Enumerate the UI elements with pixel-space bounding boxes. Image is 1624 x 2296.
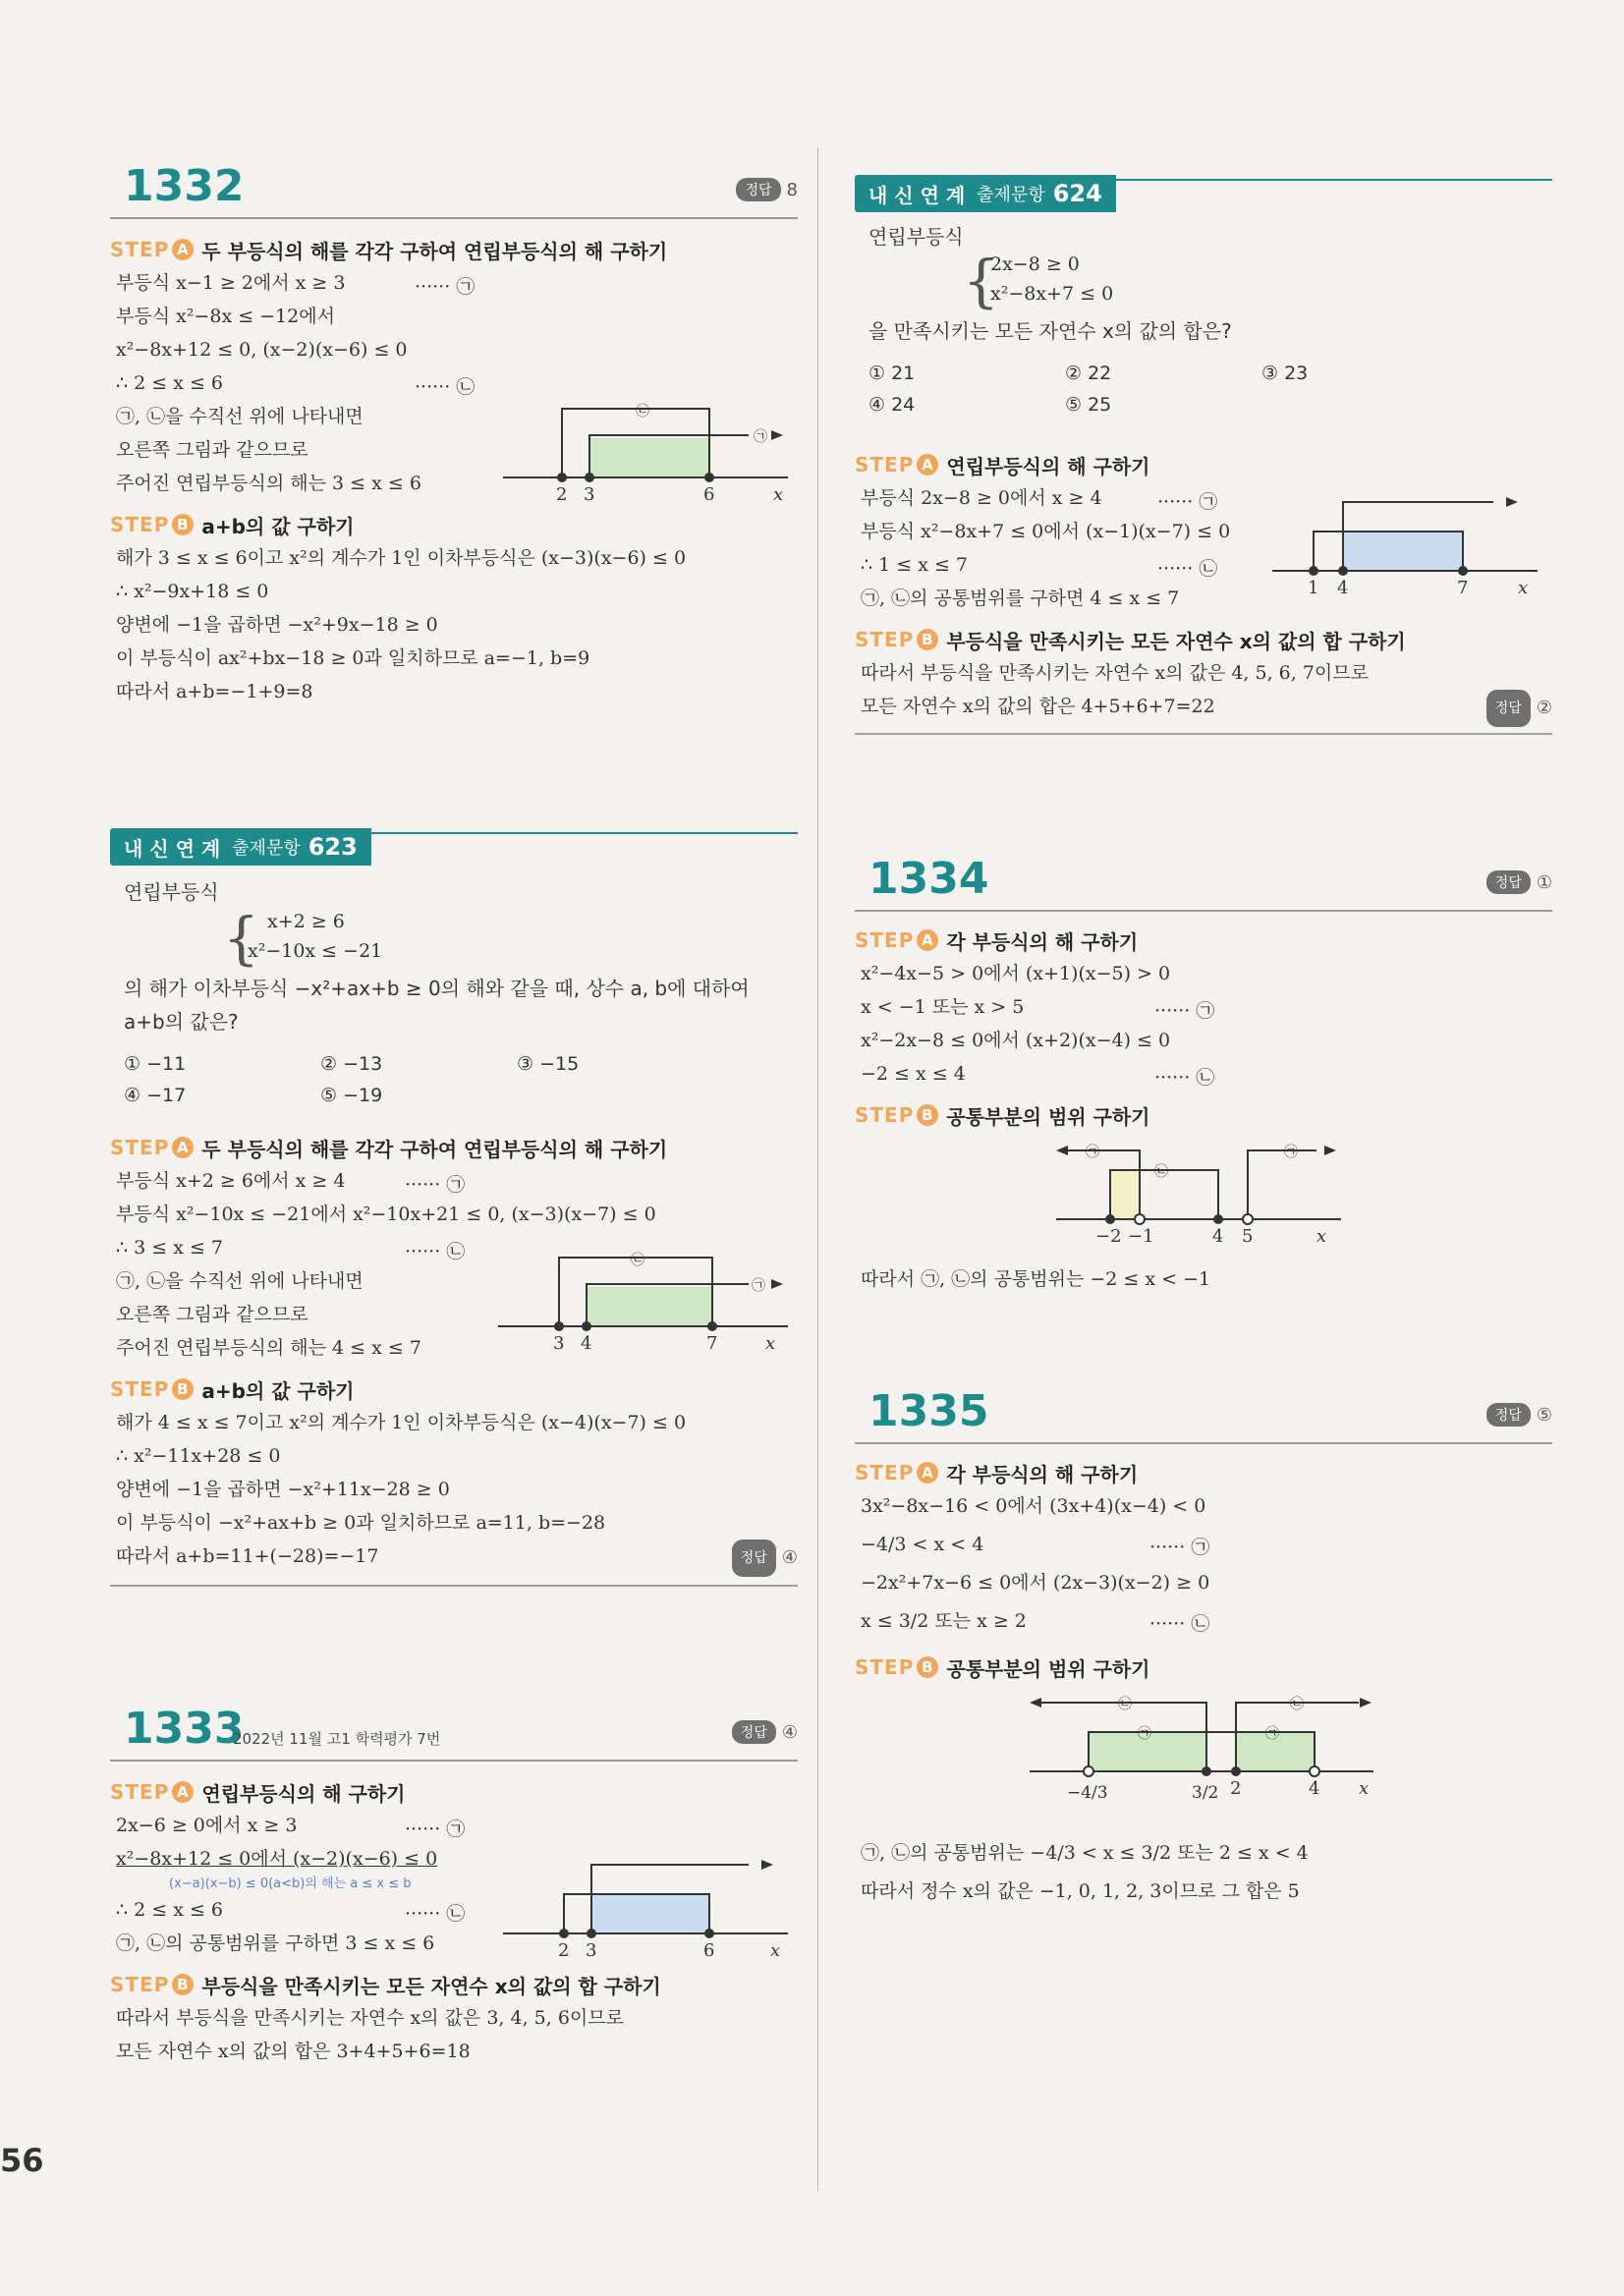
step-letter: B: [172, 1378, 194, 1400]
number-line: [1056, 1136, 1351, 1249]
prob-text: 의 해가 이차부등식 −x²+ax+b ≥ 0의 해와 같을 때, 상수 a, b에 대하여: [124, 977, 750, 1000]
line: 부등식 x−1 ≥ 2에서 x ≥ 3: [116, 272, 346, 294]
diagram: [855, 1684, 1552, 1831]
tick: x: [765, 1333, 776, 1354]
note: (x−a)(x−b) ≤ 0(a<b)의 해는 a ≤ x ≤ b: [169, 1876, 412, 1891]
line: ㉠, ㉡을 수직선 위에 나타내면: [116, 406, 364, 427]
system: { 2x−8 ≥ 0 x²−8x+7 ≤ 0: [963, 248, 1114, 314]
line: −2x²+7x−6 ≤ 0에서 (2x−3)(x−2) ≥ 0: [861, 1572, 1210, 1594]
mark: ······ ㉠: [1149, 1537, 1210, 1558]
choice[interactable]: ⑤ 25: [1065, 394, 1112, 416]
label: ㉡: [1290, 1697, 1304, 1712]
conclusion: 따라서 ㉠, ㉡의 공통범위는 −2 ≤ x < −1: [861, 1268, 1211, 1290]
mark: ······ ㉡: [405, 1903, 466, 1925]
naesin-624: [855, 167, 1552, 735]
arrow: [1030, 1698, 1041, 1708]
answer-badge: 정답: [736, 178, 780, 201]
problem-number: 1332: [124, 161, 245, 211]
number-line: [498, 1243, 798, 1361]
answer-badge: 정답: [1486, 870, 1531, 894]
tick: 4: [1309, 1778, 1320, 1799]
dot: [587, 1929, 596, 1938]
choice[interactable]: ⑤ −19: [320, 1085, 383, 1106]
line: 양변에 −1을 곱하면 −x²+9x−18 ≥ 0: [116, 614, 438, 636]
step-tag: STEP: [855, 453, 915, 476]
problem-1335: [855, 1387, 1552, 1908]
step-title: 부등식을 만족시키는 모든 자연수 x의 값의 합 구하기: [201, 1974, 661, 1998]
conclusion: ㉠, ㉡의 공통범위는 −4/3 < x ≤ 3/2 또는 2 ≤ x < 4: [861, 1842, 1309, 1864]
problem-number: 1335: [868, 1386, 989, 1436]
solution: [110, 1164, 798, 1365]
mark: ······ ㉠: [1154, 1000, 1215, 1022]
tick: 1: [1308, 578, 1319, 595]
step-title: 두 부등식의 해를 각각 구하여 연립부등식의 해 구하기: [201, 1137, 668, 1161]
dot: [585, 473, 594, 482]
line: 오른쪽 그림과 같으므로: [116, 439, 308, 461]
line-text: 모든 자연수 x의 값의 합은 4+5+6+7=22: [861, 696, 1215, 717]
tick: 2: [1230, 1778, 1242, 1799]
problem-header: [110, 162, 798, 219]
line: ∴ 2 ≤ x ≤ 6: [116, 1899, 224, 1921]
mark: ······ ㉡: [1157, 558, 1218, 580]
line: ㉠, ㉡을 수직선 위에 나타내면: [116, 1270, 364, 1292]
column-divider: [817, 147, 818, 2191]
line: ∴ 1 ≤ x ≤ 7: [861, 554, 969, 576]
tick: x: [1359, 1778, 1370, 1799]
arrow: [1056, 1146, 1068, 1155]
ray-1-right: [1248, 1150, 1316, 1219]
sys-line: x²−10x ≤ −21: [248, 940, 383, 962]
tick: −4/3: [1067, 1783, 1108, 1803]
answer: [736, 178, 798, 201]
choice[interactable]: ③ −15: [517, 1053, 580, 1075]
solution: [855, 481, 1552, 615]
label: ㉡: [1154, 1164, 1168, 1180]
step-letter: A: [917, 929, 938, 951]
tick: −2: [1095, 1226, 1122, 1247]
choice[interactable]: ④ −17: [124, 1085, 187, 1106]
label: ㉠: [1138, 1726, 1151, 1742]
step-tag: STEP: [855, 928, 915, 952]
line: 해가 3 ≤ x ≤ 6이고 x²의 계수가 1인 이차부등식은 (x−3)(x−6) ≤ 0: [116, 547, 687, 569]
problem-header: [855, 855, 1552, 912]
problem-1332: [110, 162, 798, 708]
step-a: [110, 1775, 798, 1809]
line: ∴ 3 ≤ x ≤ 7: [116, 1237, 224, 1259]
problem-1333: [110, 1705, 798, 2068]
line: ㉠, ㉡의 공통범위를 구하면 3 ≤ x ≤ 6: [116, 1932, 435, 1954]
line: 부등식 x²−10x ≤ −21에서 x²−10x+21 ≤ 0, (x−3)(x−7) ≤ 0: [116, 1204, 656, 1225]
dot: [559, 1929, 569, 1938]
naesin-sub: 출제문항: [232, 838, 301, 859]
naesin-sub: 출제문항: [977, 185, 1045, 205]
problem-source: 2022년 11월 고1 학력평가 7번: [233, 1730, 441, 1748]
dot: [704, 473, 714, 482]
choices: [110, 1048, 798, 1111]
separator: [855, 733, 1552, 735]
choices: [855, 358, 1552, 420]
tick: −1: [1128, 1226, 1154, 1247]
choice[interactable]: ① 21: [868, 363, 916, 384]
step-a: [110, 233, 798, 266]
tick: 7: [706, 1333, 718, 1354]
step-letter: B: [917, 1104, 938, 1126]
line: x ≤ 3/2 또는 x ≥ 2: [861, 1610, 1027, 1632]
problem-1334: [855, 855, 1552, 1296]
tick: 2: [556, 484, 568, 502]
shade: [591, 1894, 709, 1933]
diagram: [855, 1132, 1552, 1255]
step-letter: A: [917, 1462, 938, 1484]
step-b: [110, 1372, 798, 1406]
answer-value: ④: [781, 1721, 798, 1743]
line: 3x²−8x−16 < 0에서 (3x+4)(x−4) < 0: [861, 1495, 1206, 1517]
answer: [1486, 1403, 1552, 1427]
step-letter: B: [917, 1656, 938, 1678]
mark: ······ ㉡: [405, 1241, 466, 1262]
mark: ······ ㉠: [405, 1174, 466, 1196]
answer-value: ⑤: [1536, 1404, 1552, 1426]
step-title: 공통부분의 범위 구하기: [946, 1104, 1150, 1129]
step-letter: A: [172, 239, 194, 260]
step-b: [855, 1098, 1552, 1132]
open-dot: [1084, 1766, 1093, 1776]
naesin-header: [110, 820, 798, 868]
line: 주어진 연립부등식의 해는 4 ≤ x ≤ 7: [116, 1337, 421, 1359]
tick: 3: [584, 484, 595, 502]
step-b: [855, 623, 1552, 656]
tick: 6: [703, 484, 715, 502]
shade: [589, 438, 709, 477]
dot: [1458, 566, 1468, 576]
step-tag: STEP: [855, 628, 915, 651]
step-a: [855, 448, 1552, 481]
mark: ······ ㉠: [415, 276, 476, 298]
step-tag: STEP: [855, 1655, 915, 1679]
sys-line: x²−8x+7 ≤ 0: [990, 283, 1114, 305]
dot: [557, 473, 567, 482]
label: ㉡: [636, 404, 649, 420]
step-tag: STEP: [110, 513, 170, 536]
naesin-label: 내 신 연 계: [868, 183, 966, 207]
open-dot: [1135, 1214, 1145, 1224]
step-tag: STEP: [855, 1461, 915, 1484]
tick: 3: [553, 1333, 565, 1354]
step-letter: A: [172, 1781, 194, 1803]
step-letter: A: [172, 1137, 194, 1158]
line: ∴ x²−9x+18 ≤ 0: [116, 581, 269, 602]
line: ㉠, ㉡의 공통범위를 구하면 4 ≤ x ≤ 7: [861, 588, 1180, 609]
arrow: [771, 1279, 783, 1289]
dot: [1202, 1766, 1211, 1776]
line: ∴ 2 ≤ x ≤ 6: [116, 372, 224, 394]
step-letter: B: [917, 629, 938, 650]
line: x²−8x+12 ≤ 0, (x−2)(x−6) ≤ 0: [116, 339, 408, 361]
step-tag: STEP: [110, 238, 170, 261]
solution: [110, 266, 798, 500]
step-title: 부등식을 만족시키는 모든 자연수 x의 값의 합 구하기: [946, 629, 1406, 653]
line: 따라서 부등식을 만족시키는 자연수 x의 값은 4, 5, 6, 7이므로: [861, 662, 1369, 684]
number-line: [503, 394, 798, 502]
tick: 4: [1212, 1226, 1224, 1247]
answer-value: ①: [1536, 871, 1552, 893]
tick: 6: [703, 1940, 715, 1958]
dot: [1213, 1214, 1223, 1224]
problem-header: [855, 1387, 1552, 1444]
line: 이 부등식이 ax²+bx−18 ≥ 0과 일치하므로 a=−1, b=9: [116, 647, 590, 669]
dot: [1309, 566, 1318, 576]
choice[interactable]: ② −13: [320, 1053, 383, 1075]
solution: [110, 1809, 798, 1960]
tick: x: [1518, 578, 1529, 595]
prob-text: 을 만족시키는 모든 자연수 x의 값의 합은?: [868, 319, 1232, 343]
step-title: 연립부등식의 해 구하기: [946, 454, 1150, 478]
number-line: [1272, 487, 1547, 595]
step-title: 각 부등식의 해 구하기: [946, 929, 1139, 954]
open-dot: [1243, 1214, 1253, 1224]
arrow: [771, 430, 783, 440]
number-line: [1030, 1688, 1383, 1830]
naesin-label: 내 신 연 계: [124, 836, 221, 861]
tick: x: [773, 484, 784, 502]
mark: ······ ㉡: [1149, 1613, 1210, 1635]
dot: [1231, 1766, 1241, 1776]
arrow: [1324, 1146, 1336, 1155]
step-tag: STEP: [110, 1973, 170, 1996]
shade: [1110, 1170, 1140, 1219]
tick: x: [770, 1940, 781, 1958]
dot: [554, 1321, 564, 1331]
line: x²−8x+12 ≤ 0에서 (x−2)(x−6) ≤ 0: [116, 1848, 438, 1870]
line: −2 ≤ x ≤ 4: [861, 1063, 966, 1085]
step-title: 각 부등식의 해 구하기: [946, 1462, 1139, 1486]
label: ㉠: [754, 429, 767, 445]
line: 해가 4 ≤ x ≤ 7이고 x²의 계수가 1인 이차부등식은 (x−4)(x−7) ≤ 0: [116, 1412, 687, 1433]
line: 이 부등식이 −x²+ax+b ≥ 0과 일치하므로 a=11, b=−28: [116, 1512, 606, 1534]
shade: [1343, 532, 1463, 571]
page-number: 56: [0, 2142, 44, 2179]
step-title: 공통부분의 범위 구하기: [946, 1656, 1150, 1681]
step-tag: STEP: [110, 1377, 170, 1401]
line: x < −1 또는 x > 5: [861, 996, 1025, 1018]
naesin-header: [855, 167, 1552, 214]
arrow: [1360, 1698, 1372, 1708]
step-title: 연립부등식의 해 구하기: [201, 1781, 406, 1806]
step-tag: STEP: [110, 1136, 170, 1159]
step-letter: B: [172, 1974, 194, 1995]
line: x²−2x−8 ≤ 0에서 (x+2)(x−4) ≤ 0: [861, 1030, 1171, 1051]
line: x²−4x−5 > 0에서 (x+1)(x−5) > 0: [861, 963, 1171, 984]
naesin-number: 623: [308, 833, 358, 861]
open-dot: [1310, 1766, 1319, 1776]
answer: [732, 1540, 798, 1577]
naesin-623: [110, 820, 798, 1587]
line: 부등식 x+2 ≥ 6에서 x ≥ 4: [116, 1170, 346, 1192]
answer-value: 8: [786, 179, 798, 200]
dot: [1105, 1214, 1115, 1224]
step-title: 두 부등식의 해를 각각 구하여 연립부등식의 해 구하기: [201, 239, 668, 263]
line: 부등식 x²−8x ≤ −12에서: [116, 306, 335, 327]
dot: [704, 1929, 714, 1938]
step-tag: STEP: [110, 1780, 170, 1804]
step-b: [110, 508, 798, 541]
arrow: [761, 1860, 773, 1870]
answer-value: ④: [781, 1547, 798, 1568]
choice[interactable]: ④ 24: [868, 394, 916, 416]
answer-badge: 정답: [732, 1540, 776, 1577]
arrow: [1506, 497, 1518, 507]
step-b: [855, 1651, 1552, 1684]
answer: [1486, 870, 1552, 894]
sys-line: x+2 ≥ 6: [267, 911, 345, 932]
system: { x+2 ≥ 6 x²−10x ≤ −21: [223, 905, 383, 972]
shade: [587, 1287, 712, 1326]
problem-number: 1333: [124, 1704, 245, 1754]
tick: x: [1316, 1226, 1327, 1247]
tick: 5: [1242, 1226, 1254, 1247]
step-tag: STEP: [855, 1103, 915, 1127]
tick: 4: [1337, 578, 1349, 595]
label: ㉡: [1118, 1697, 1132, 1712]
label: ㉠: [752, 1278, 765, 1294]
line: 2x−6 ≥ 0에서 x ≥ 3: [116, 1815, 298, 1836]
answer-badge: 정답: [1486, 690, 1531, 727]
sys-line: 2x−8 ≥ 0: [990, 253, 1080, 275]
line: [110, 1540, 798, 1573]
line: 따라서 a+b=−1+9=8: [116, 681, 313, 702]
tick: 4: [581, 1333, 592, 1354]
step-a: [855, 1456, 1552, 1489]
problem-number: 1334: [868, 854, 989, 904]
naesin-number: 624: [1052, 180, 1102, 207]
choice[interactable]: ③ 23: [1261, 363, 1309, 384]
step-letter: A: [917, 454, 938, 476]
step-title: a+b의 값 구하기: [201, 514, 355, 538]
step-letter: B: [172, 514, 194, 535]
tick: 2: [558, 1940, 570, 1958]
dot: [1338, 566, 1348, 576]
line: 따라서 부등식을 만족시키는 자연수 x의 값은 3, 4, 5, 6이므로: [116, 2007, 624, 2029]
separator: [110, 1585, 798, 1587]
prob-intro: 연립부등식: [124, 880, 219, 904]
line: 주어진 연립부등식의 해는 3 ≤ x ≤ 6: [116, 473, 421, 494]
line: −4/3 < x < 4: [861, 1534, 984, 1555]
tick: 7: [1457, 578, 1469, 595]
step-b: [110, 1968, 798, 2001]
problem-header: [110, 1705, 798, 1762]
mark: ······ ㉡: [1154, 1067, 1215, 1089]
solution: [855, 957, 1552, 1091]
label: ㉠: [1284, 1145, 1298, 1160]
prob-text: a+b의 값은?: [124, 1010, 239, 1034]
tick: 3: [586, 1940, 597, 1958]
answer-badge: 정답: [732, 1720, 776, 1744]
label: ㉠: [1265, 1726, 1279, 1742]
number-line: [503, 1850, 798, 1958]
step-a: [855, 924, 1552, 957]
line: [855, 690, 1552, 723]
choice[interactable]: ② 22: [1065, 363, 1112, 384]
solution: [855, 1489, 1552, 1643]
step-a: [110, 1131, 798, 1164]
mark: ······ ㉡: [415, 376, 476, 398]
line-text: 따라서 a+b=11+(−28)=−17: [116, 1545, 379, 1567]
dot: [582, 1321, 591, 1331]
step-title: a+b의 값 구하기: [201, 1378, 355, 1403]
answer-value: ②: [1536, 698, 1552, 718]
mark: ······ ㉠: [405, 1819, 466, 1840]
conclusion: 따라서 정수 x의 값은 −1, 0, 1, 2, 3이므로 그 합은 5: [861, 1880, 1300, 1902]
prob-intro: 연립부등식: [868, 225, 964, 249]
line: 부등식 2x−8 ≥ 0에서 x ≥ 4: [861, 487, 1102, 509]
line: 오른쪽 그림과 같으므로: [116, 1304, 308, 1325]
label: ㉠: [1086, 1145, 1099, 1160]
mark: ······ ㉠: [1157, 491, 1218, 513]
choice[interactable]: ① −11: [124, 1053, 187, 1075]
tick: 3/2: [1192, 1783, 1219, 1803]
answer-badge: 정답: [1486, 1403, 1531, 1427]
line: 모든 자연수 x의 값의 합은 3+4+5+6=18: [116, 2041, 471, 2062]
line: 부등식 x²−8x+7 ≤ 0에서 (x−1)(x−7) ≤ 0: [861, 521, 1231, 542]
label: ㉡: [631, 1253, 644, 1268]
answer: [1486, 690, 1552, 727]
line: 양변에 −1을 곱하면 −x²+11x−28 ≥ 0: [116, 1479, 450, 1500]
dot: [707, 1321, 717, 1331]
line: ∴ x²−11x+28 ≤ 0: [116, 1445, 281, 1467]
answer: [732, 1720, 798, 1744]
